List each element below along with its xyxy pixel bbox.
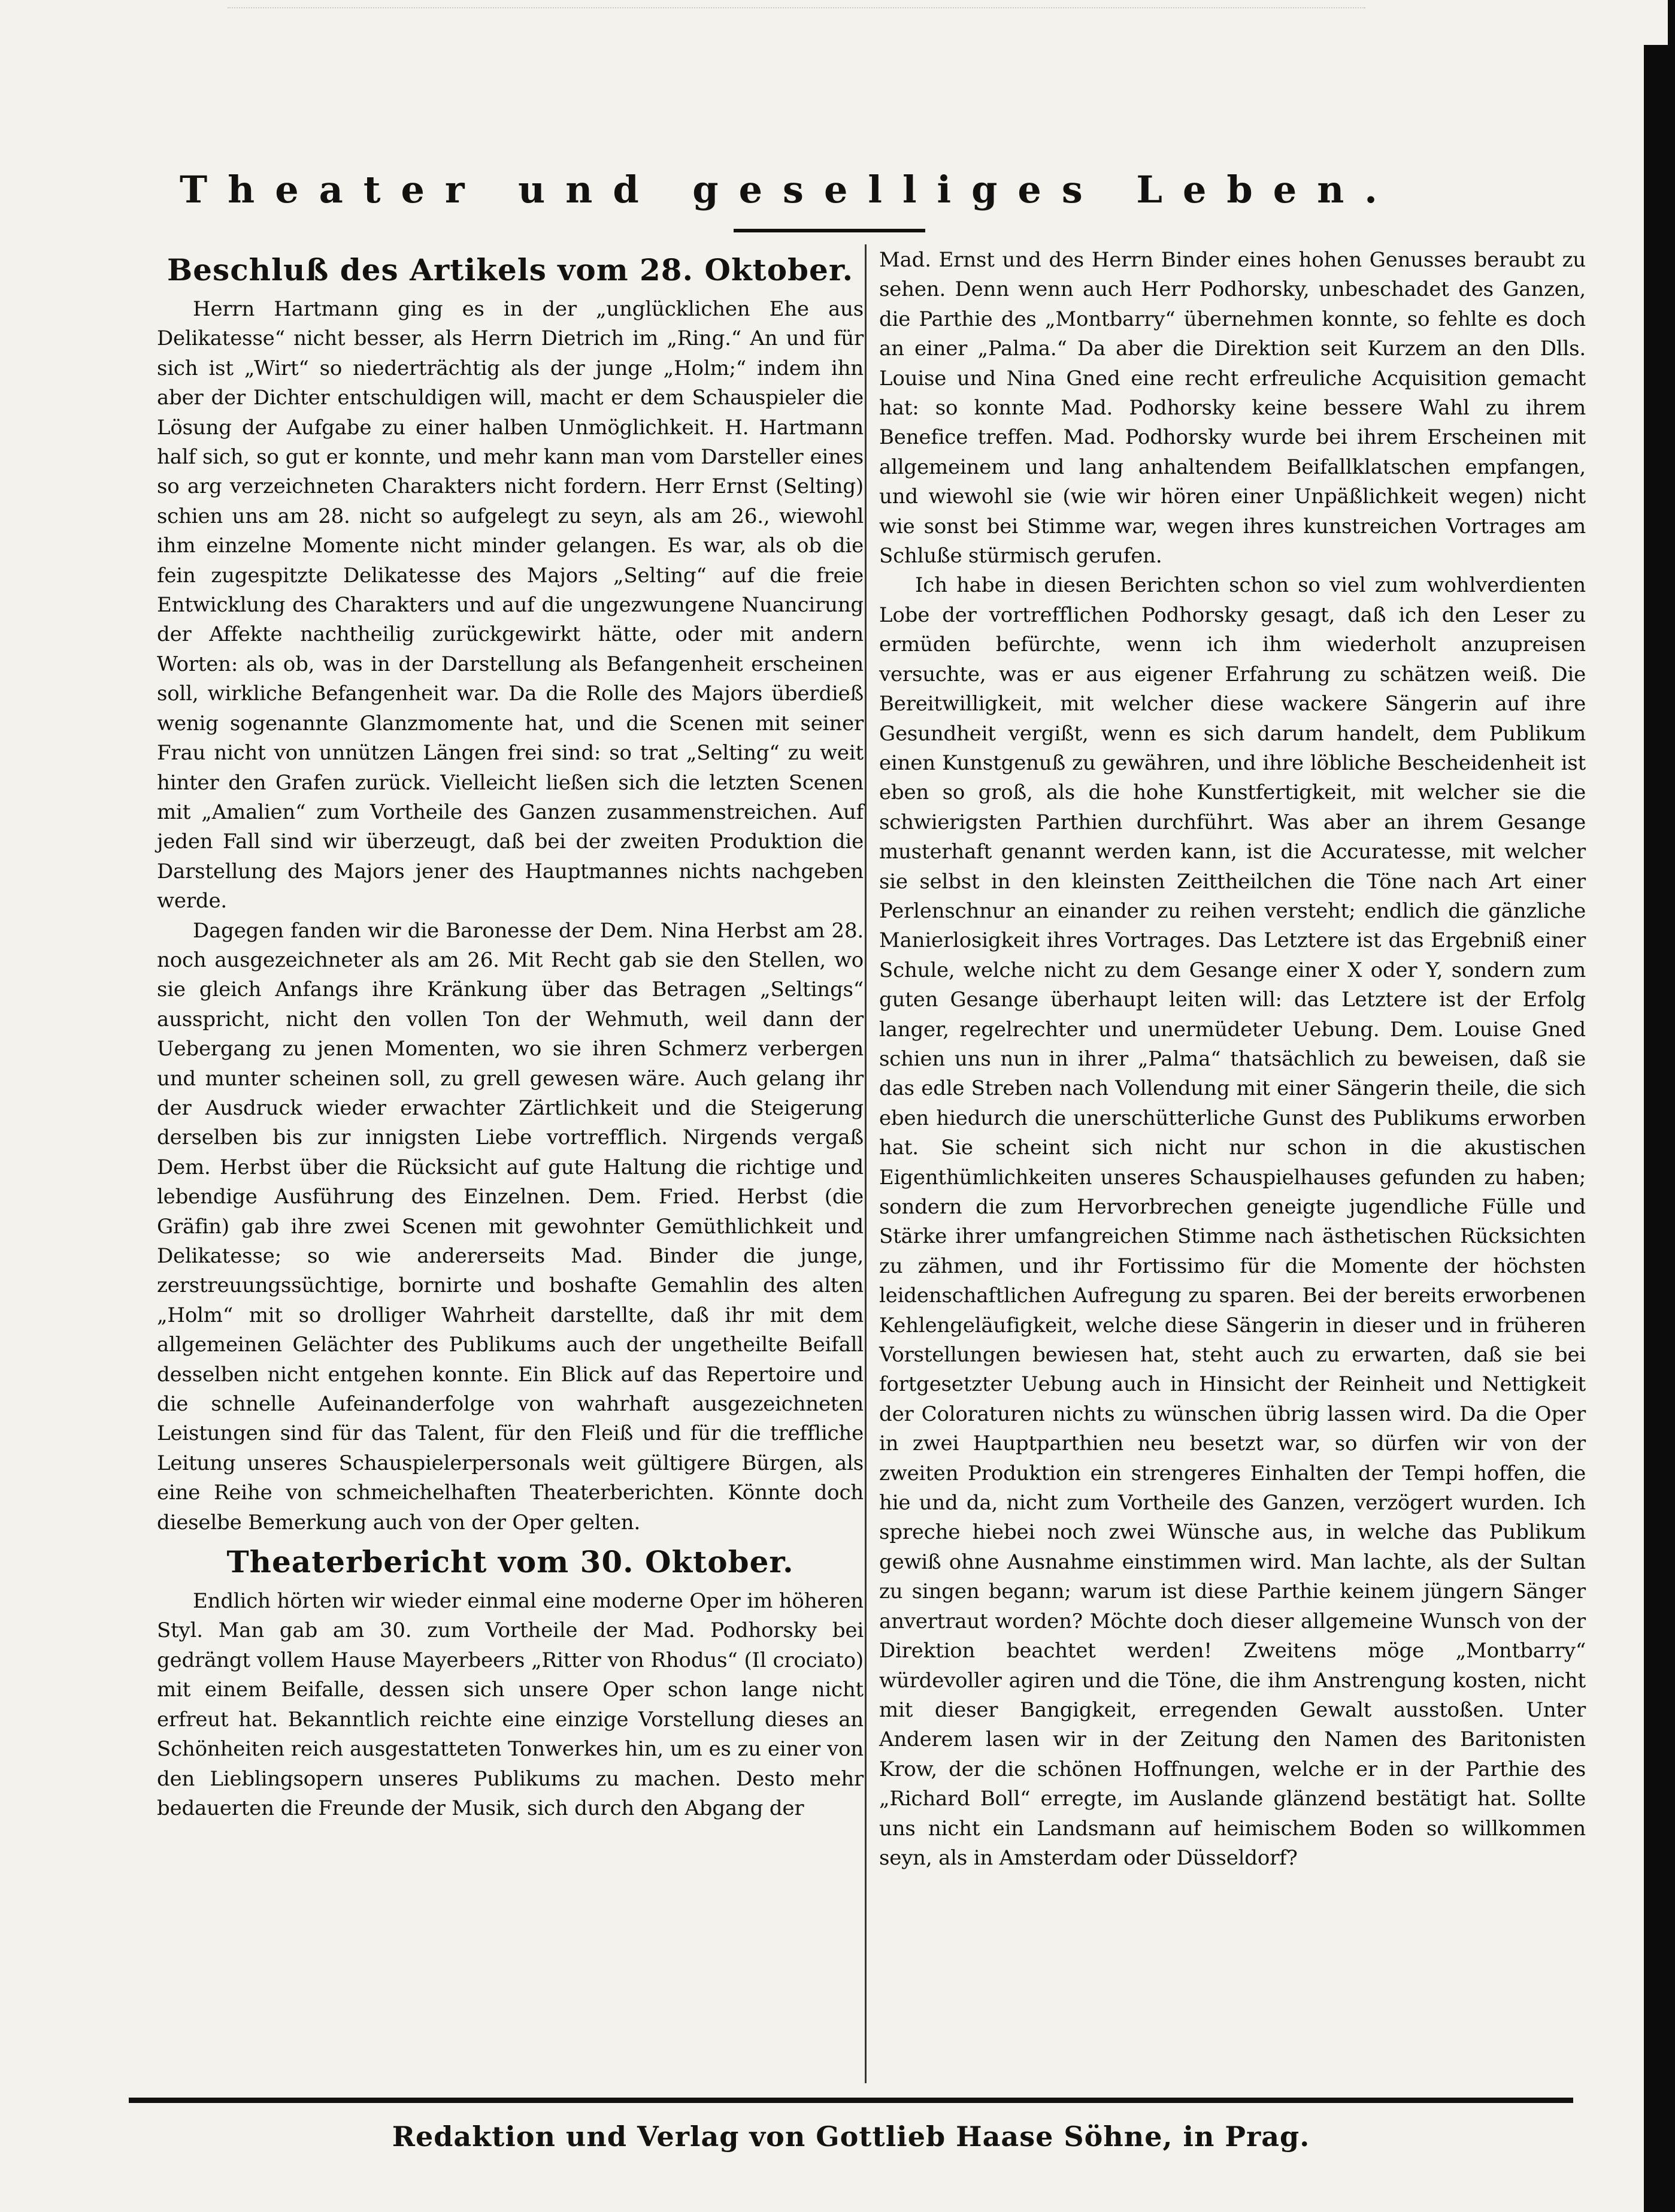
scan-border-notch	[1644, 0, 1668, 45]
section-heading-theaterbericht: Theaterbericht vom 30. Oktober.	[226, 1544, 794, 1580]
paragraph: Dagegen fanden wir die Baronesse der Dem. Nina Herbst am 28. noch ausgezeichneter als am 26. Mit Recht gab sie den Stellen, wo sie gleich Anfangs ihre Kränkung über das Betragen „Seltings“ ausspricht, nicht den vollen Ton der Wehmuth, weil dann der Uebergang zu jenen Momenten, wo sie ihren Schmerz verbergen und munter scheinen soll, zu grell gewesen wäre. Auch gelang ihr der Ausdruck wieder erwachter Zärtlichkeit und die Steigerung derselben bis zur innigsten Liebe vortrefflich. Nirgends vergaß Dem. Herbst über die Rücksicht auf gute Haltung die richtige und lebendige Ausführung des Einzelnen. Dem. Fried. Herbst (die Gräfin) gab ihre zwei Scenen mit gewohnter Gemüthlichkeit und Delikatesse; so wie andererseits Mad. Binder die junge, zerstreuungssüchtige, bornirte und boshafte Gemahlin des alten „Holm“ mit so drolliger Wahrheit darstellte, daß ihr mit dem allgemeinen Gelächter des Publikums auch der ungetheilte Beifall desselben nicht entgehen konnte. Ein Blick auf das Repertoire und die schnelle Aufeinanderfolge von wahrhaft ausgezeichneten Leistungen sind für das Talent, für den Fleiß und für die treffliche Leitung unseres Schauspielerpersonals weit gültigere Bürgen, als eine Reihe von schmeichelhaften Theaterberichten. Könnte doch dieselbe Bemerkung auch von der Oper gelten.	[157, 918, 864, 1535]
right-column	[879, 246, 1586, 1873]
paragraph: Mad. Ernst und des Herrn Binder eines hohen Genusses beraubt zu sehen. Denn wenn auch Herr Podhorsky, unbeschadet des Ganzen, die Parthie des „Montbarry“ übernehmen konnte, so fehlte es doch an einer „Palma.“ Da aber die Direktion seit Kurzem an den Dlls. Louise und Nina Gned eine recht erfreuliche Acquisition gemacht hat: so konnte Mad. Podhorsky keine bessere Wahl zu ihrem Benefice treffen. Mad. Podhorsky wurde bei ihrem Erscheinen mit allgemeinem und lang anhaltendem Beifallklatschen empfangen, und wiewohl sie (wie wir hören einer Unpäßlichkeit wegen) nicht wie sonst bei Stimme war, wegen ihres kunstreichen Vortrages am Schluße stürmisch gerufen.	[879, 248, 1586, 568]
footer-rule	[129, 2098, 1573, 2103]
left-column	[157, 246, 864, 1823]
column-divider	[865, 244, 867, 2083]
paragraph: Endlich hörten wir wieder einmal eine moderne Oper im höheren Styl. Man gab am 30. zum Vortheile der Mad. Podhorsky bei gedrängt vollem Hause Mayerbeers „Ritter von Rhodus“ (Il crociato) mit einem Beifalle, dessen sich unsere Oper schon lange nicht erfreut hat. Bekanntlich reichte eine einzige Vorstellung dieses an Schönheiten reich ausgestatteten Tonwerkes hin, um es zu einer von den Lieblingsopern unseres Publikums zu machen. Desto mehr bedauerten die Freunde der Musik, sich durch den Abgang der	[157, 1589, 864, 1820]
paragraph: Herrn Hartmann ging es in der „unglücklichen Ehe aus Delikatesse“ nicht besser, als Herrn Dietrich im „Ring.“ An und für sich ist „Wirt“ so niederträchtig als der junge „Holm;“ indem ihn aber der Dichter entschuldigen will, macht er dem Schauspieler die Lösung der Aufgabe zu einer halben Unmöglichkeit. H. Hartmann half sich, so gut er konnte, und mehr kann man vom Darsteller eines so arg verzeichneten Charakters nicht fordern. Herr Ernst (Selting) schien uns am 28. nicht so aufgelegt zu seyn, als am 26., wiewohl ihm einzelne Momente nicht minder gelangen. Es war, als ob die fein zugespitzte Delikatesse des Majors „Selting“ auf die freie Entwicklung des Charakters und auf die ungezwungene Nuancirung der Affekte nachtheilig zurückgewirkt hätte, oder mit andern Worten: als ob, was in der Darstellung als Befangenheit erscheinen soll, wirkliche Befangenheit war. Da die Rolle des Majors überdieß wenig sogenannte Glanzmomente hat, und die Scenen mit seiner Frau nicht von unnützen Längen frei sind: so trat „Selting“ zu weit hinter den Grafen zurück. Vielleicht ließen sich die letzten Scenen mit „Amalien“ zum Vortheile des Ganzen zusammenstreichen. Auf jeden Fall sind wir überzeugt, daß bei der zweiten Produktion die Darstellung des Majors jener des Hauptmannes nichts nachgeben werde.	[157, 297, 864, 913]
scan-border	[1644, 0, 1675, 2212]
top-edge-mark	[228, 0, 1365, 8]
page-section-title: Theater und geselliges Leben.	[180, 168, 1398, 211]
paragraph: Ich habe in diesen Berichten schon so viel zum wohlverdienten Lobe der vortrefflichen Podhorsky gesagt, daß ich den Leser zu ermüden befürchte, wenn ich ihm wiederholt anzupreisen versuchte, was er aus eigener Erfahrung zu schätzen weiß. Die Bereitwilligkeit, mit welcher diese wackere Sängerin auf ihre Gesundheit vergißt, wenn es sich darum handelt, dem Publikum einen Kunstgenuß zu gewähren, und ihre löbliche Bescheidenheit ist eben so groß, als die hohe Kunstfertigkeit, mit welcher sie die schwierigsten Parthien durchführt. Was aber an ihrem Gesange musterhaft genannt werden kann, ist die Accuratesse, mit welcher sie selbst in den kleinsten Zeittheilchen die Töne nach Art einer Perlenschnur an einander zu reihen versteht; endlich die gänzliche Manierlosigkeit ihres Vortrages. Das Letztere ist das Ergebniß einer Schule, welche nicht zu dem Gesange einer X oder Y, sondern zum guten Gesange überhaupt leiten will: das Letztere ist der Erfolg langer, regelrechter und unermüdeter Uebung. Dem. Louise Gned schien uns nun in ihrer „Palma“ thatsächlich zu beweisen, daß sie das edle Streben nach Vollendung mit einer Sängerin theile, die sich eben hiedurch die unerschütterliche Gunst des Publikums erworben hat. Sie scheint sich nicht nur schon in die akustischen Eigenthümlichkeiten unseres Schauspielhauses gefunden zu haben; sondern die zum Hervorbrechen geneigte jugendliche Fülle und Stärke ihrer umfangreichen Stimme nach ästhetischen Rücksichten zu zähmen, und ihr Fortissimo für die Momente der höchsten leidenschaftlichen Aufregung zu sparen. Bei der bereits erworbenen Kehlengeläufigkeit, welche diese Sängerin in dieser und in früheren Vorstellungen bewiesen hat, steht auch zu erwarten, daß sie bei fortgesetzter Uebung auch in Hinsicht der Reinheit und Nettigkeit der Coloraturen nichts zu wünschen übrig lassen wird. Da die Oper in zwei Hauptparthien neu besetzt war, so dürfen wir von der zweiten Produktion ein strengeres Einhalten der Tempi hoffen, die hie und da, nicht zum Vortheile des Ganzen, verzögert wurden. Ich spreche hiebei noch zwei Wünsche aus, in welche das Publikum gewiß ohne Ausnahme einstimmen wird. Man lachte, als der Sultan zu singen begann; warum ist diese Parthie keinem jüngern Sänger anvertraut worden? Möchte doch dieser allgemeine Wunsch von der Direktion beachtet werden! Zweitens möge „Montbarry“ würdevoller agiren und die Töne, die ihm Anstrengung kosten, nicht mit dieser Bangigkeit, erregenden Gewalt ausstoßen. Unter Anderem lasen wir in der Zeitung den Namen des Baritonisten Krow, der die schönen Hoffnungen, welche er in der Parthie des „Richard Boll“ erregte, im Auslande glänzend bestätigt hat. Sollte uns nicht ein Landsmann auf heimischem Boden so willkommen seyn, als in Amsterdam oder Düsseldorf?	[879, 573, 1586, 1870]
section-heading-beschluss: Beschluß des Artikels vom 28. Oktober.	[166, 252, 853, 288]
publisher-imprint: Redaktion und Verlag von Gottlieb Haase Söhne, in Prag.	[392, 2120, 1310, 2153]
title-rule	[734, 229, 925, 232]
